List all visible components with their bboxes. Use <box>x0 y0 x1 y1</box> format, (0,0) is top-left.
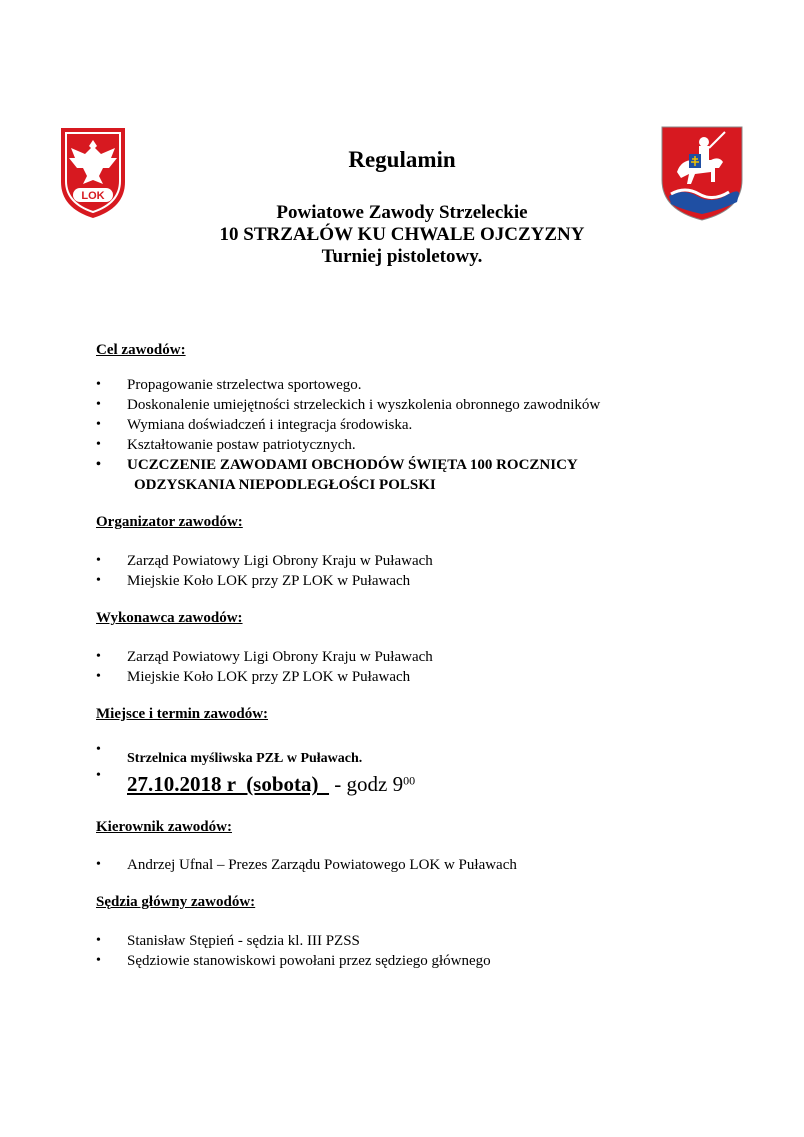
bullet-icon: • <box>96 742 101 757</box>
page-title: Regulamin <box>348 147 456 172</box>
section-heading-organizator: Organizator zawodów: <box>96 514 243 530</box>
list-item: • Stanisław Stępień - sędzia kl. III PZSS <box>96 931 491 951</box>
bullet-icon: • <box>96 768 101 783</box>
list-organizator <box>96 551 433 591</box>
bold-item-line-1: • UCZCZENIE ZAWODAMI OBCHODÓW ŚWIĘTA 100 ROCZNICY <box>127 457 578 473</box>
list-item: • Kształtowanie postaw patriotycznych. <box>96 435 600 455</box>
list-item: • Miejskie Koło LOK przy ZP LOK w Puławach <box>96 667 433 687</box>
list-sedzia <box>96 931 491 971</box>
list-item-bold <box>96 455 600 495</box>
list-item: • Sędziowie stanowiskowi powołani przez sędziego głównego <box>96 951 491 971</box>
list-item: • Zarząd Powiatowy Ligi Obrony Kraju w Puławach <box>96 647 433 667</box>
list-wykonawca <box>96 647 433 687</box>
section-heading-sedzia: Sędzia główny zawodów: <box>96 894 256 910</box>
bold-item-line-2: ODZYSKANIA NIEPODLEGŁOŚCI POLSKI <box>134 477 436 493</box>
section-heading-cel: Cel zawodów: <box>96 342 186 358</box>
subtitle-line-1: Powiatowe Zawody Strzeleckie <box>276 202 528 223</box>
list-item: • Propagowanie strzelectwa sportowego. <box>96 375 600 395</box>
subtitle-line-3: Turniej pistoletowy. <box>321 246 483 267</box>
list-item: • Miejskie Koło LOK przy ZP LOK w Puławach <box>96 571 433 591</box>
event-date: 27.10.2018 r (sobota) <box>127 772 330 796</box>
list-cel <box>96 375 600 495</box>
list-item: • Zarząd Powiatowy Ligi Obrony Kraju w Puławach <box>96 551 433 571</box>
place-text: Strzelnica myśliwska PZŁ w Puławach. <box>127 751 363 766</box>
event-time-minutes: 00 <box>403 773 416 788</box>
section-heading-wykonawca: Wykonawca zawodów: <box>96 610 243 626</box>
subtitle <box>0 202 804 268</box>
section-heading-kierownik: Kierownik zawodów: <box>96 819 232 835</box>
subtitle-line-2: 10 STRZAŁÓW KU CHWALE OJCZYZNY <box>219 224 585 245</box>
section-heading-miejsce: Miejsce i termin zawodów: <box>96 706 269 722</box>
event-time: - godz 9 <box>329 772 404 796</box>
list-item: • Wymiana doświadczeń i integracja środowiska. <box>96 415 600 435</box>
list-item: • Andrzej Ufnal – Prezes Zarządu Powiatowego LOK w Puławach <box>96 855 517 875</box>
date-time <box>127 772 415 797</box>
lok-logo-text: LOK <box>81 190 105 202</box>
list-kierownik <box>96 855 517 875</box>
list-item: • Doskonalenie umiejętności strzeleckich i wyszkolenia obronnego zawodników <box>96 395 600 415</box>
